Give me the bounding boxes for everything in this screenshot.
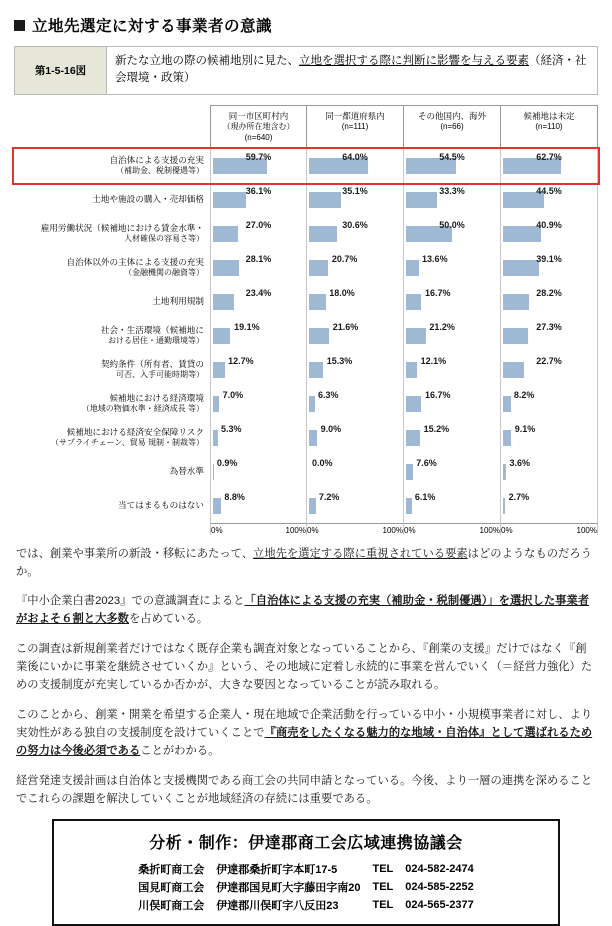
chart-bar — [503, 260, 539, 276]
chart-bar-cell — [210, 319, 307, 353]
chart-bar — [503, 498, 505, 514]
chart-bar-cell — [404, 217, 501, 251]
chart-bar — [503, 192, 544, 208]
chart-bar-cell — [404, 455, 501, 489]
figure-caption — [14, 46, 598, 95]
chart-row-label — [14, 455, 210, 489]
row-label-line1: 自治体以外の主体による支援の充実 — [66, 256, 204, 267]
chart-bar-cell — [404, 387, 501, 421]
chart-bar — [406, 226, 452, 242]
figure-caption-underline: 立地を選択する際に判断に影響を与える要素 — [299, 55, 529, 67]
row-label-line1: 土地利用規制 — [152, 295, 204, 306]
chart-bar — [406, 362, 417, 378]
row-label-line1: 契約条件（所有者、賃貸の — [100, 358, 204, 369]
chart-bar — [213, 192, 246, 208]
chart-bar — [213, 362, 225, 378]
chart-row-label — [14, 421, 210, 455]
row-label-line1: 候補地における経済環境 — [109, 392, 204, 403]
chart-bar-cell — [307, 149, 404, 183]
chart-bar-cell — [307, 251, 404, 285]
chart-bar-value: 6.3% — [318, 389, 339, 400]
chart-bar-value: 6.1% — [414, 491, 436, 502]
chart-bar-cell — [210, 421, 307, 455]
chart-bar-cell — [404, 285, 501, 319]
chart-bar — [503, 294, 529, 310]
figure-caption-post: （経済・社会環境・政策） — [115, 55, 587, 85]
chart-bar — [503, 226, 541, 242]
column-header-line1: 候補地は未定 — [523, 110, 575, 121]
footer-org-name: 川俣町商工会 — [138, 900, 205, 913]
chart-bar-value: 35.1% — [342, 185, 368, 196]
chart-bar-cell — [501, 285, 598, 319]
chart-bar-cell — [501, 421, 598, 455]
chart-bar-cell — [404, 149, 501, 183]
paragraph-2 — [16, 592, 596, 629]
chart-row-label — [14, 319, 210, 353]
chart-bar-value: 44.5% — [536, 185, 562, 196]
chart-bar-value: 30.6% — [342, 219, 368, 230]
chart-column-header — [501, 105, 598, 149]
chart-bar-value: 27.3% — [536, 321, 562, 332]
axis-tick-min: 0% — [501, 525, 513, 535]
footer-org-name: 国見町商工会 — [138, 882, 205, 895]
chart-bar-value: 15.2% — [423, 423, 450, 434]
chart-bar-value: 23.4% — [245, 287, 272, 298]
figure-number: 第1-5-16図 — [15, 47, 107, 94]
axis-tick-min: 0% — [211, 525, 223, 535]
chart-bar-value: 21.6% — [332, 321, 359, 332]
chart-row-label — [14, 183, 210, 217]
chart-bar — [503, 396, 511, 412]
chart-row-label — [14, 251, 210, 285]
column-header-line1: 同一都道府県内 — [325, 110, 385, 121]
axis-tick-min: 0% — [404, 525, 416, 535]
column-header-n: (n=640) — [244, 132, 273, 142]
chart-row-label — [14, 217, 210, 251]
chart-header-spacer — [14, 105, 210, 149]
chart-bar-value: 40.9% — [536, 219, 562, 230]
row-label-line1: 当てはまるものはない — [118, 499, 204, 510]
chart-bar-cell — [210, 285, 307, 319]
page-title-text: 立地先選定に対する事業者の意識 — [32, 18, 273, 35]
chart-column-header — [210, 105, 307, 149]
chart-bar-value: 36.1% — [245, 185, 272, 196]
chart-bar-value: 12.7% — [228, 355, 254, 366]
axis-tick-min: 0% — [307, 525, 319, 535]
chart-bar-cell — [210, 489, 307, 523]
chart-row-label — [14, 285, 210, 319]
chart-bar-value: 39.1% — [536, 253, 562, 264]
footer-org-name: 桑折町商工会 — [138, 864, 205, 877]
chart-bar-value: 3.6% — [509, 457, 530, 468]
chart-bar — [213, 328, 230, 344]
axis-tick-max: 100% — [382, 525, 403, 535]
chart-bar-cell — [307, 285, 404, 319]
chart-row-label — [14, 489, 210, 523]
chart-row-label — [14, 353, 210, 387]
chart-bar-cell — [501, 251, 598, 285]
chart-bar-cell — [501, 387, 598, 421]
p2-a: 『中小企業白書2023』での意識調査によると — [16, 595, 245, 608]
chart-bar-cell — [501, 319, 598, 353]
chart-bar — [503, 328, 528, 344]
footer-org-address: 伊達郡川俣町字八反田23 — [216, 900, 339, 913]
chart-bar-value: 8.2% — [513, 389, 535, 400]
row-label-line2: 人材確保の容易さ等） — [124, 233, 204, 243]
p2-c: を占めている。 — [128, 613, 209, 626]
chart-bar-value: 12.1% — [420, 355, 447, 366]
chart-bar-cell — [307, 489, 404, 523]
chart-bar — [309, 226, 337, 242]
footer-contact-row — [132, 860, 480, 878]
chart-bar-cell — [307, 217, 404, 251]
paragraph-1 — [16, 545, 596, 582]
chart-bar-cell — [404, 319, 501, 353]
chart-bar-value: 20.7% — [331, 253, 358, 264]
paragraph-4 — [16, 706, 596, 761]
chart-bar-value: 50.0% — [439, 219, 465, 230]
chart-bar-value: 7.6% — [416, 457, 437, 468]
chart-bar — [503, 158, 561, 174]
chart-bar — [213, 464, 214, 480]
p1-a: では、創業や事業所の新設・移転にあたって、 — [16, 547, 254, 560]
chart-bar — [406, 464, 413, 480]
footer-credits — [52, 819, 560, 926]
chart-bar-value: 28.1% — [245, 253, 272, 264]
column-header-n: (n=110) — [535, 121, 563, 131]
chart-bar-cell — [501, 353, 598, 387]
chart-bar-cell — [501, 455, 598, 489]
chart-row-label — [14, 387, 210, 421]
chart-bar — [309, 396, 315, 412]
chart-bar-cell — [210, 353, 307, 387]
chart-bar — [406, 396, 421, 412]
footer-tel-number: 024-585-2252 — [405, 881, 474, 894]
axis-tick-max: 100% — [576, 525, 597, 535]
footer-tel-label: TEL — [372, 863, 394, 876]
chart-bar — [213, 498, 221, 514]
chart-bar-value: 5.3% — [221, 423, 242, 434]
footer-tel-label: TEL — [372, 881, 394, 894]
chart-bar-value: 19.1% — [234, 321, 260, 332]
chart-bar-value: 8.8% — [224, 491, 245, 502]
chart-bar-cell — [210, 387, 307, 421]
chart-bar-cell — [307, 421, 404, 455]
chart-bar-value: 16.7% — [425, 389, 451, 400]
chart-bar-cell — [210, 455, 307, 489]
chart-bar-cell — [307, 353, 404, 387]
chart-bar-cell — [501, 149, 598, 183]
paragraph-3: この調査は新規創業者だけではなく既存企業も調査対象となっていることから、『創業の支援』だけではなく『創業後にいかに事業を継続させていくか』という、その地域に定着し永続的に事業を営んでいく（＝経営力強化）ための支援制度が充実しているか否かが、大きな要因となっていることが読み取れる。 — [16, 642, 593, 692]
chart-bar-value: 54.5% — [439, 151, 465, 162]
chart-bar-cell — [404, 489, 501, 523]
row-label-line2: （金融機関の融資等） — [124, 267, 204, 277]
chart-bar — [406, 192, 437, 208]
chart-bar-cell — [210, 217, 307, 251]
chart-bar-value: 22.7% — [536, 355, 562, 366]
chart-bar-value: 0.0% — [312, 457, 333, 468]
row-label-line2: 可否、入手可能時期等） — [116, 369, 204, 379]
footer-contact-row — [132, 896, 480, 914]
chart — [14, 105, 598, 535]
chart-bar-value: 7.2% — [318, 491, 340, 502]
chart-bar — [406, 328, 426, 344]
row-label-line1: 社会・生活環境（候補地に — [100, 324, 204, 335]
footer-tel-label: TEL — [372, 899, 394, 912]
chart-bar — [309, 158, 368, 174]
row-label-line2: おける居住・通勤環境等） — [108, 335, 204, 345]
chart-bar-cell — [404, 251, 501, 285]
row-label-line1: 候補地における経済安全保障リスク — [66, 426, 204, 437]
chart-bar-value: 7.0% — [222, 389, 244, 400]
chart-bar — [309, 430, 317, 446]
chart-bar-cell — [307, 387, 404, 421]
axis-tick-max: 100% — [285, 525, 306, 535]
chart-bar-value: 13.6% — [422, 253, 448, 264]
chart-bar — [213, 226, 238, 242]
chart-column-header — [307, 105, 404, 149]
chart-bar-cell — [210, 149, 307, 183]
row-label-line2: （サプライチェーン、貿易 規制・制裁等） — [51, 437, 204, 447]
footer-org-address: 伊達郡桑折町字本町17-5 — [216, 864, 338, 877]
row-label-line2: （地域の物価水準・経済成長 等） — [81, 403, 204, 413]
chart-bar — [309, 192, 341, 208]
chart-bar — [503, 362, 524, 378]
column-header-line1: 同一市区町村内 — [228, 110, 289, 121]
p1-b: はどのようなものだろうか。 — [16, 547, 592, 578]
chart-bar-cell — [307, 455, 404, 489]
footer-contact-row — [132, 878, 480, 896]
chart-row-label — [14, 149, 210, 183]
row-label-line1: 為替水準 — [169, 465, 204, 476]
chart-bar-cell — [404, 183, 501, 217]
chart-bar-value: 9.0% — [320, 423, 342, 434]
chart-axis-spacer — [14, 523, 210, 535]
footer-org-address: 伊達郡国見町大字藤田字南20 — [216, 882, 361, 895]
square-bullet-icon — [14, 20, 25, 31]
column-header-n: (n=111) — [341, 121, 369, 131]
p1-underline: 立地先を選定する際に重視されている要素 — [253, 547, 468, 560]
chart-bar — [406, 430, 420, 446]
body-text — [16, 545, 596, 809]
p4-highlight: 『商売をしたくなる魅力的な地域・自治体』として選ばれるための努力は今後必須である — [16, 726, 593, 758]
chart-bar — [213, 158, 267, 174]
footer-title: 分析・制作：伊達郡商工会広域連携協議会 — [149, 835, 463, 853]
chart-bar — [309, 362, 323, 378]
chart-x-axis — [307, 523, 404, 535]
chart-bar — [406, 260, 419, 276]
chart-bar — [213, 396, 219, 412]
figure-caption-pre: 新たな立地の際の候補地別に見た、 — [115, 55, 299, 67]
chart-grid — [14, 105, 598, 535]
chart-bar — [503, 464, 506, 480]
chart-bar-value: 64.0% — [342, 151, 368, 162]
chart-bar — [309, 260, 328, 276]
chart-bar-cell — [307, 183, 404, 217]
chart-bar — [213, 260, 239, 276]
chart-bar — [309, 328, 329, 344]
chart-bar-value: 0.9% — [216, 457, 238, 468]
row-label-line2: （補助金、税制優遇等） — [116, 165, 204, 175]
chart-bar-value: 27.0% — [245, 219, 272, 230]
chart-bar-cell — [404, 353, 501, 387]
column-header-line1: その他国内、海外 — [417, 110, 486, 121]
chart-bar-cell — [210, 183, 307, 217]
chart-x-axis — [210, 523, 307, 535]
row-label-line1: 自治体による支援の充実 — [109, 154, 204, 165]
footer-tel-number: 024-565-2377 — [405, 899, 474, 912]
chart-bar-value: 62.7% — [536, 151, 562, 162]
chart-bar — [406, 158, 456, 174]
paragraph-5: 経営発達支援計画は自治体と支援機関である商工会の共同申請となっている。今後、より一層の連携を深めることでこれらの課題を解決していくことが地域経済の存続には重要である。 — [16, 774, 593, 805]
figure-caption-text — [107, 47, 597, 94]
chart-bar-value: 28.2% — [536, 287, 562, 298]
chart-bar-cell — [307, 319, 404, 353]
chart-bar-value: 21.2% — [429, 321, 455, 332]
chart-bar-cell — [404, 421, 501, 455]
footer-tel-number: 024-582-2474 — [405, 863, 474, 876]
chart-bar — [309, 498, 316, 514]
row-label-line1: 土地や施設の購入・売却価格 — [92, 193, 204, 204]
row-label-line1: 雇用労働状況（候補地における賃金水準・ — [40, 222, 204, 233]
footer-contact-table — [132, 860, 480, 914]
chart-bar — [406, 294, 421, 310]
column-header-line2: （現办所在地含む） — [222, 121, 295, 131]
chart-bar-value: 59.7% — [245, 151, 272, 162]
p4-a: このことから、創業・開業を希望する企業人・現在地域で企業活動を行っている中小・小規模事業者に対し、より実効性がある独自の支援制度を設けていくことで — [16, 708, 593, 739]
chart-bar — [406, 498, 412, 514]
chart-bar-value: 18.0% — [329, 287, 355, 298]
chart-bar-value: 33.3% — [439, 185, 465, 196]
chart-bar-value: 9.1% — [514, 423, 536, 434]
chart-x-axis — [404, 523, 501, 535]
chart-bar — [213, 294, 234, 310]
chart-bar — [309, 294, 326, 310]
chart-bar — [213, 430, 218, 446]
column-header-n: (n=66) — [440, 121, 464, 131]
chart-bar-cell — [501, 217, 598, 251]
chart-bar-cell — [501, 489, 598, 523]
page-title — [14, 14, 600, 36]
chart-bar-cell — [501, 183, 598, 217]
chart-bar-value: 16.7% — [425, 287, 451, 298]
axis-tick-max: 100% — [479, 525, 500, 535]
p2-highlight: 「自治体による支援の充実（補助金・税制優遇）」を選択した事業者がおよそ６割と大多数 — [16, 595, 590, 626]
chart-bar-value: 2.7% — [508, 491, 530, 502]
chart-x-axis — [501, 523, 598, 535]
p4-c: ことがわかる。 — [140, 745, 220, 758]
chart-column-header — [404, 105, 501, 149]
chart-bar-value: 15.3% — [326, 355, 353, 366]
chart-bar — [503, 430, 511, 446]
chart-bar-cell — [210, 251, 307, 285]
